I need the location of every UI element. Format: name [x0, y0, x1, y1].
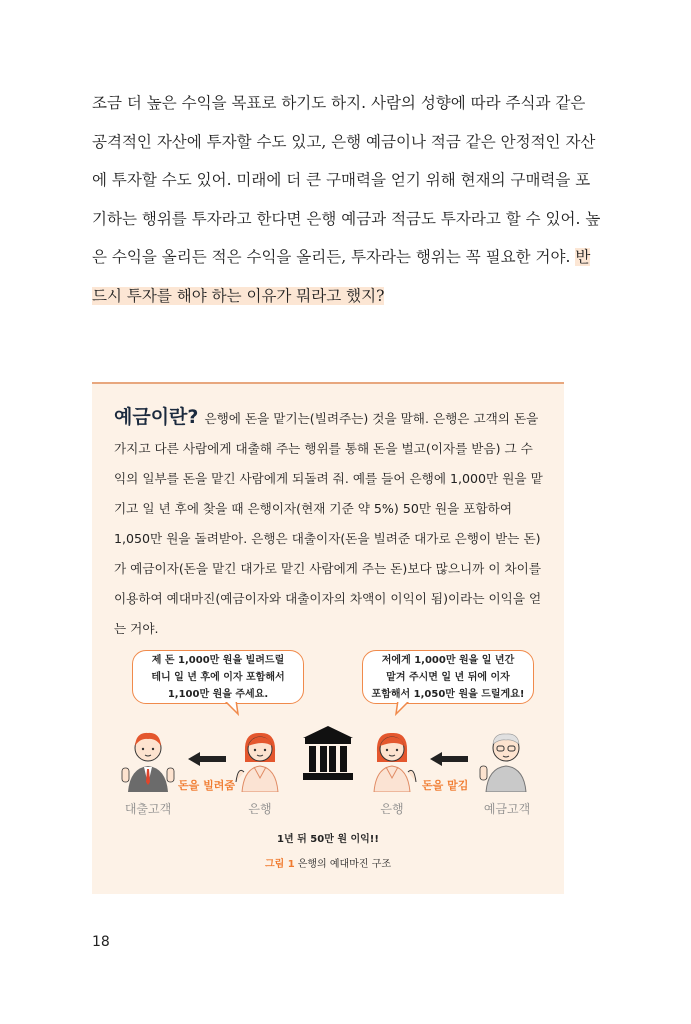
- bank-staff-right-figure: [364, 722, 420, 792]
- info-box-title: 예금이란?: [114, 406, 199, 428]
- caption-deposit-customer: 예금고객: [483, 802, 531, 816]
- info-box: [92, 382, 564, 894]
- label-lend: 돈을 빌려줌: [178, 779, 235, 792]
- caption-loan-customer: 대출고객: [124, 802, 172, 816]
- figure-caption-number: 그림 1: [264, 859, 295, 870]
- speech-bubble-left-text: 제 돈 1,000만 원을 빌려드릴 테니 일 년 후에 이자 포함해서 1,100만 원을 주세요.: [151, 654, 285, 700]
- figure-caption-text: 은행의 예대마진 구조: [297, 859, 392, 870]
- caption-bank-right: 은행: [380, 802, 404, 816]
- body-paragraph: [92, 84, 604, 315]
- speech-bubble-left: [132, 650, 304, 704]
- label-deposit: 돈을 맡김: [422, 779, 469, 792]
- paragraph-text: 조금 더 높은 수익을 목표로 하기도 하지. 사람의 성향에 따라 주식과 같은 공격적인 자산에 투자할 수도 있고, 은행 예금이나 적금 같은 안정적인 자산에 투자할 수도 있어. 미래에 더 큰 구매력을 얻기 위해 현재의 구매력을 포기하는 행위를 투자라고 한다면 은행 예금과 적금도 투자라고 할 수 있어. 높은 수익을 올리든 적은 수익을 올리든, 투자라는 행위는 꼭 필요한 거야.: [92, 94, 601, 266]
- info-box-text: 은행에 돈을 맡기는(빌려주는) 것을 말해. 은행은 고객의 돈을 가지고 다른 사람에게 대출해 주는 행위를 통해 돈을 벌고(이자를 받음) 그 수익의 일부를 돈을 맡긴 사람에게 되돌려 줘. 예를 들어 은행에 1,000만 원을 맡기고 일 년 후에 찾을 때 은행이자(현재 기준 약 5%) 50만 원을 포함하여 1,050만 원을 돌려받아. 은행은 대출이자(돈을 빌려준 대가로 은행이 받는 돈)가 예금이자(돈을 맡긴 대가로 맡긴 사람에게 주는 돈)보다 많으니까 이 차이를 이용하여 예대마진(예금이자와 대출이자의 차액이 이익이 됨)이라는 이익을 얻는 거야.: [114, 411, 543, 636]
- speech-tail-right: [392, 700, 412, 716]
- caption-bank-left: 은행: [248, 802, 272, 816]
- figure-caption: [92, 855, 564, 870]
- speech-bubble-right-text: 저에게 1,000만 원을 일 년간 맡겨 주시면 일 년 뒤에 이자 포함해서 1,050만 원을 드릴게요!: [371, 654, 525, 700]
- info-box-body: [114, 402, 544, 644]
- highlighted-question: 반드시 투자를 해야 하는 이유가 뭐라고 했지?: [92, 248, 591, 305]
- deposit-customer-figure: [478, 722, 534, 792]
- bank-staff-left-figure: [232, 722, 288, 792]
- arrow-left-icon: [430, 752, 468, 766]
- speech-bubble-right: [362, 650, 534, 704]
- page-number: 18: [92, 934, 110, 950]
- bank-building-icon: [301, 724, 355, 782]
- result-text: 1년 뒤 50만 원 이익!!: [277, 834, 379, 845]
- arrow-left-icon: [188, 752, 226, 766]
- loan-customer-figure: [120, 722, 176, 792]
- speech-tail-left: [222, 700, 242, 716]
